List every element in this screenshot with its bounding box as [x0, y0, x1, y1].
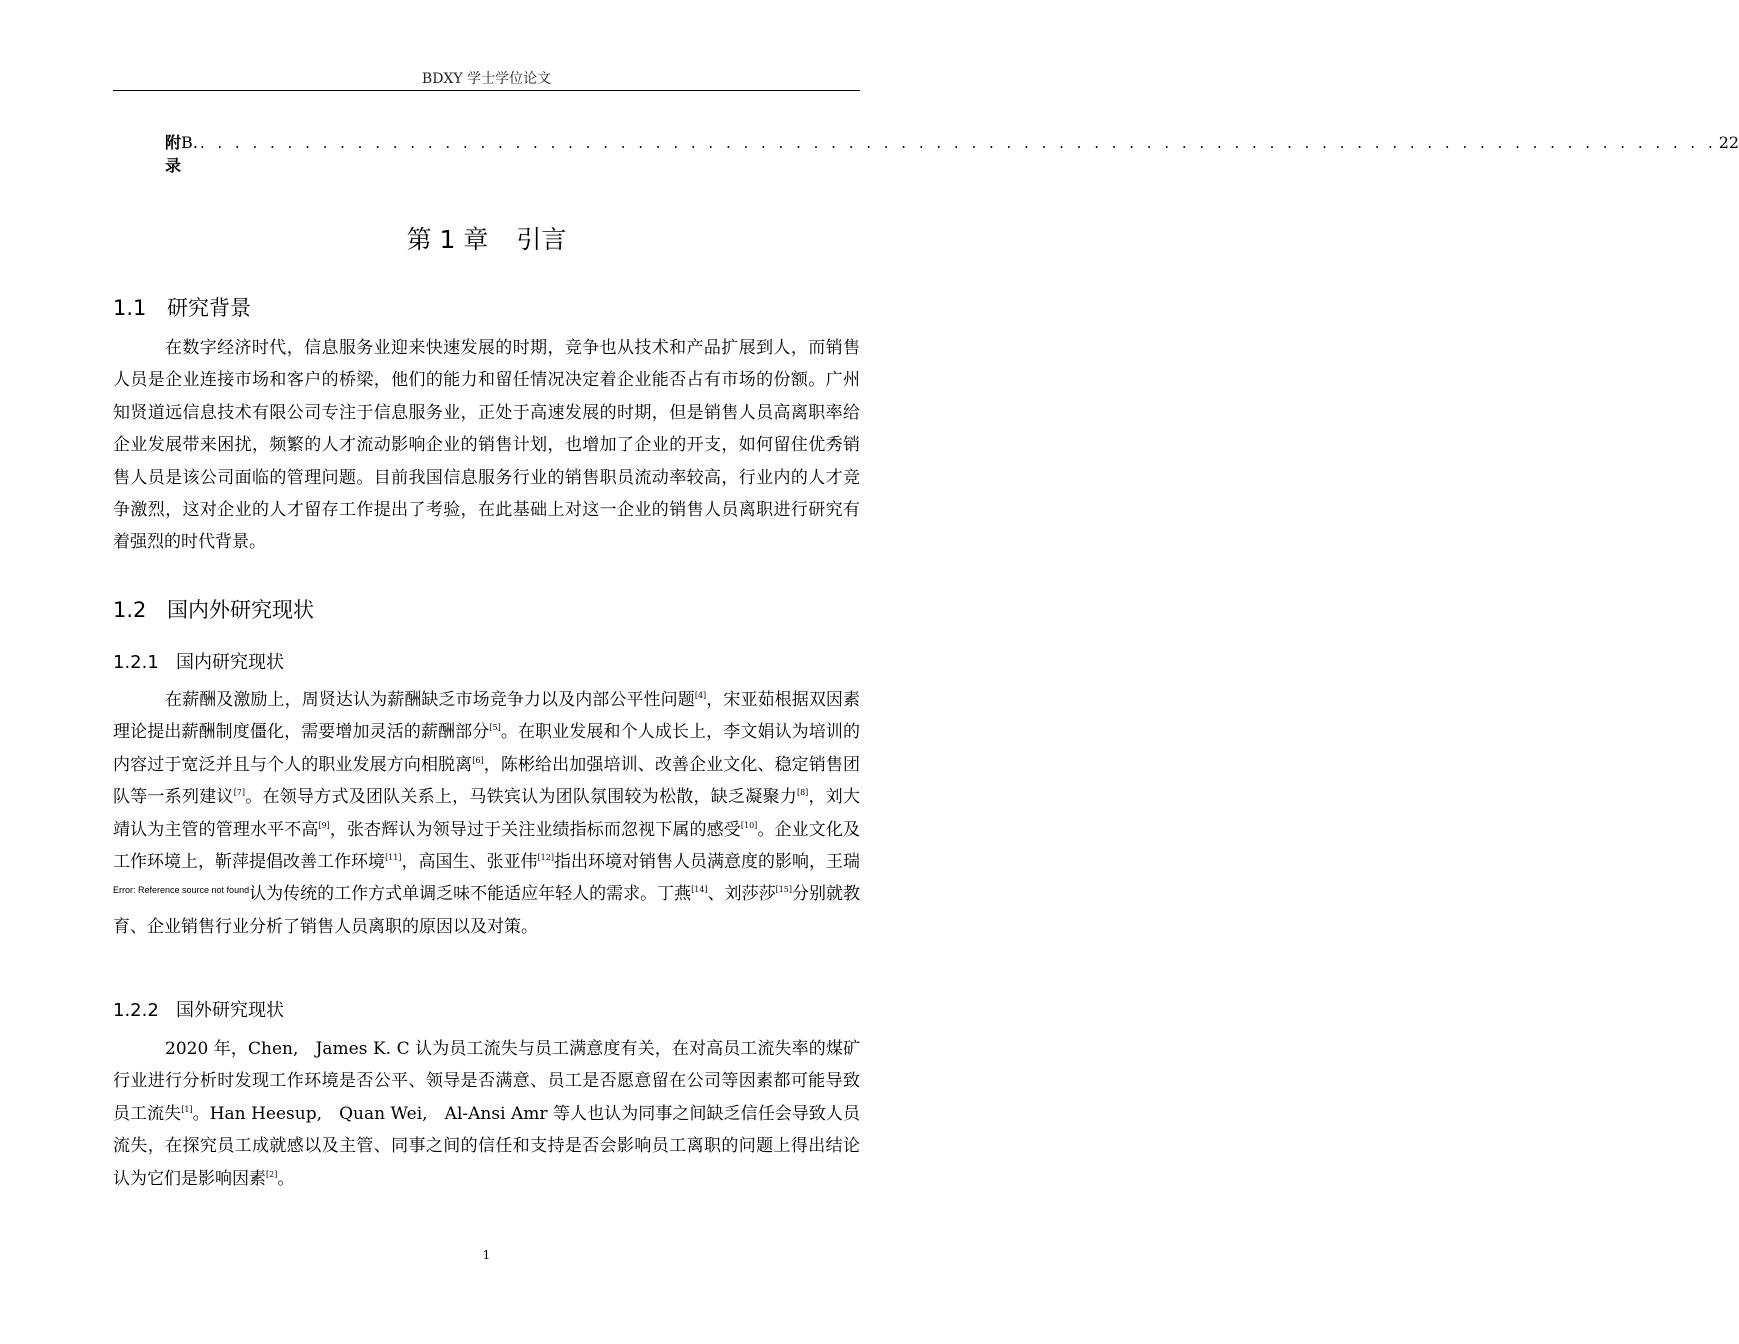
- citation[interactable]: [4]: [694, 691, 707, 700]
- section-heading-1-1: [113, 292, 251, 322]
- paragraph-domestic-research: 在薪酬及激励上，周贤达认为薪酬缺乏市场竞争力以及内部公平性问题[4]，宋亚茹根据双因素理论提出薪酬制度僵化，需要增加灵活的薪酬部分[5]。在职业发展和个人成长上，李文娟认为培训的内容过于宽泛并且与个人的职业发展方向相脱离[6]，陈彬给出加强培训、改善企业文化、稳定销售团队等一系列建议[7]。在领导方式及团队关系上，马铁宾认为团队氛围较为松散，缺乏凝聚力[8]，刘大靖认为主管的管理水平不高[9]，张杏辉认为领导过于关注业绩指标而忽视下属的感受[10]。企业文化及工作环境上，靳萍提倡改善工作环境[11]，高国生、张亚伟[12]指出环境对销售人员满意度的影响，王瑞$^{Error: Reference source not found}$认为传统的工作方式单调乏味不能适应年轻人的需求。丁燕[14]、刘莎莎[15]分别就教育、企业销售行业分析了销售人员离职的原因以及对策。: [113, 690, 861, 937]
- subsection-number: 1.2.1: [113, 652, 159, 673]
- section-title: 研究背景: [167, 296, 251, 320]
- citation[interactable]: [10]: [740, 820, 758, 830]
- section-number: 1.1: [113, 296, 147, 320]
- citation[interactable]: [8]: [796, 788, 809, 798]
- page-number: 1: [482, 1248, 491, 1262]
- paragraph-research-background: 在数字经济时代，信息服务业迎来快速发展的时期，竞争也从技术和产品扩展到人，而销售人员是企业连接市场和客户的桥梁，他们的能力和留任情况决定着企业能否占有市场的份额。广州知贤道远信息技术有限公司专注于信息服务业，正处于高速发展的时期，但是销售人员高离职率给企业发展带来困扰，频繁的人才流动影响企业的销售计划，也增加了企业的开支，如何留住优秀销售人员是该公司面临的管理问题。目前我国信息服务行业的销售职员流动率较高，行业内的人才竞争激烈，这对企业的人才留存工作提出了考验，在此基础上对这一企业的销售人员离职进行研究有着强烈的时代背景。: [113, 338, 860, 553]
- toc-entry-label: 附录: [165, 133, 182, 175]
- section-title: 国内外研究现状: [167, 598, 314, 622]
- subsection-heading-1-2-1: [113, 648, 284, 674]
- chapter-name: 引言: [516, 225, 567, 254]
- citation[interactable]: [11]: [385, 853, 402, 863]
- citation[interactable]: [15]: [775, 885, 793, 895]
- section-number: 1.2: [113, 598, 147, 622]
- toc-entry-page-number: 22: [1718, 133, 1739, 152]
- subsection-title: 国内研究现状: [176, 652, 284, 673]
- subsection-heading-1-2-2: [113, 996, 284, 1022]
- citation[interactable]: [1]: [181, 1104, 193, 1114]
- subsection-title: 国外研究现状: [176, 1000, 284, 1021]
- paragraph-foreign-research: 2020 年，Chen, James K. C 认为员工流失与员工满意度有关，在对高员工流失率的煤矿行业进行分析时发现工作环境是否公平、领导是否满意、员工是否愿意留在公司等因素都可能导致员工流失[1]。Han Heesup, Quan Wei, Al-Ansi Amr 等人也认为同事之间缺乏信任会导致人员流失，在探究员工成就感以及主管、同事之间的信任和支持是否会影响员工离职的问题上得出结论认为它们是影响因素[2]。: [113, 1039, 860, 1189]
- citation[interactable]: [6]: [472, 755, 484, 765]
- citation[interactable]: [7]: [233, 788, 246, 798]
- section-heading-1-2: [113, 594, 314, 624]
- toc-entry-appendix-b[interactable]: [165, 130, 1739, 176]
- citation[interactable]: [14]: [691, 885, 708, 895]
- toc-leader-dots: . . . . . . . . . . . . . . . . . . . . . . . . . . . . . . . . . . . . . . . . . . . . . . . . . . . . . . . . . . . . . . . . . . . . . . . . . . . . . . . . . . . . . . .: [199, 134, 1717, 152]
- citation[interactable]: [2]: [266, 1169, 278, 1179]
- citation[interactable]: [5]: [489, 723, 501, 733]
- citation[interactable]: [12]: [537, 853, 554, 863]
- citation[interactable]: [9]: [318, 820, 330, 830]
- chapter-title: [113, 220, 860, 256]
- toc-entry-letter: B.: [181, 133, 198, 152]
- reference-error-field[interactable]: Error: Reference source not found: [113, 885, 250, 896]
- chapter-number: 第 1 章: [406, 225, 489, 254]
- running-header: BDXY 学士学位论文: [113, 68, 860, 91]
- subsection-number: 1.2.2: [113, 1000, 159, 1021]
